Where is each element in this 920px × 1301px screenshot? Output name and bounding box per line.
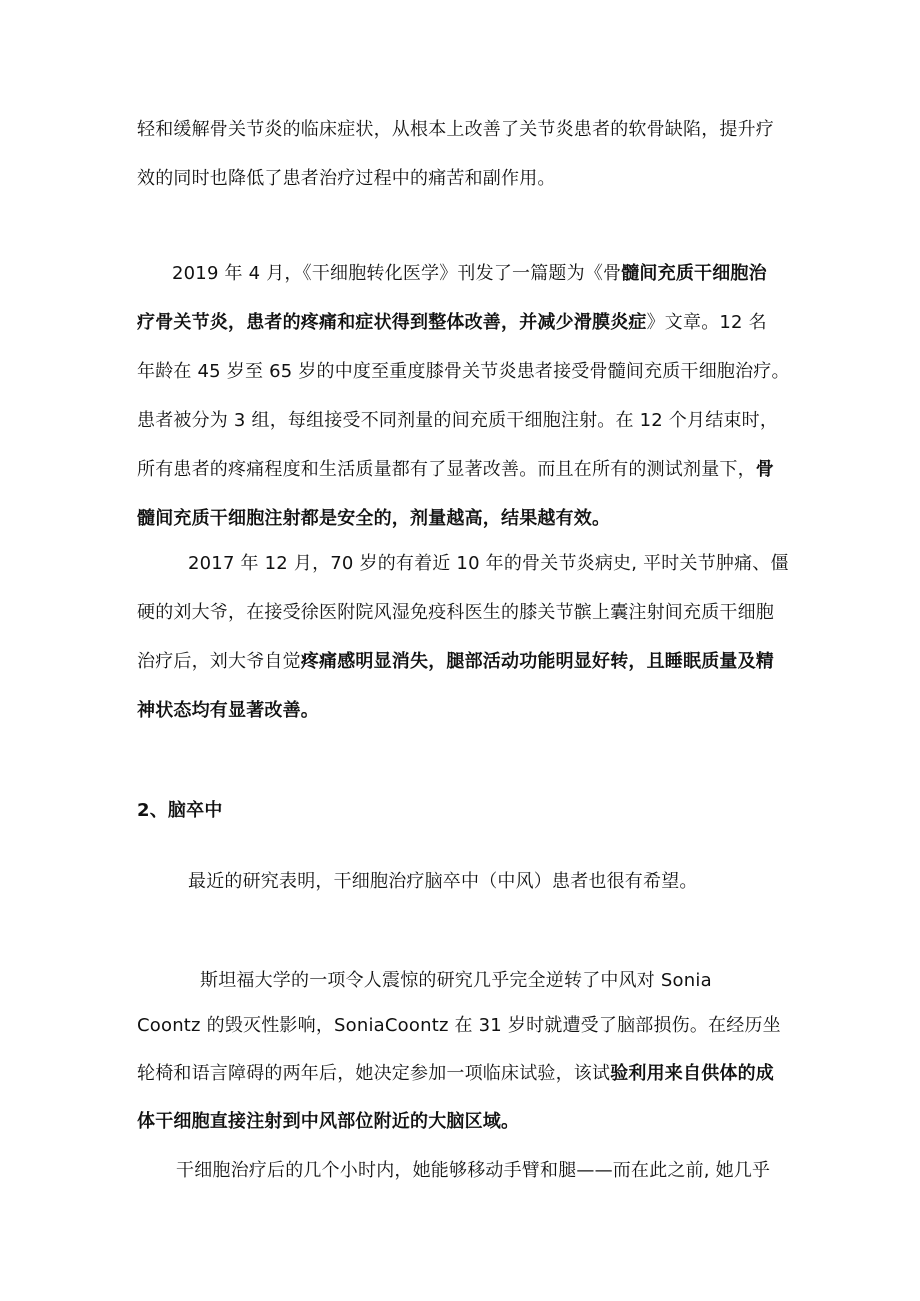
paragraph-2-bold-text: 骨 <box>755 459 774 480</box>
paragraph-5-line-4: 体干细胞直接注射到中风部位附近的大脑区域。 <box>137 1111 520 1132</box>
paragraph-2-line-1 <box>172 259 832 289</box>
paragraph-5-line-2: Coontz 的毁灭性影响，SoniaCoontz 在 31 岁时就遭受了脑部损伤。在经历坐 <box>137 1015 781 1036</box>
paragraph-2-line-5 <box>137 455 797 485</box>
paragraph-4-line-1: 最近的研究表明，干细胞治疗脑卒中（中风）患者也很有希望。 <box>188 871 698 892</box>
paragraph-2-bold-title: 疗骨关节炎，患者的疼痛和症状得到整体改善，并减少滑膜炎症 <box>137 312 647 333</box>
paragraph-3-line-4: 神状态均有显著改善。 <box>137 700 319 721</box>
paragraph-2-text: 2019 年 4 月，《干细胞转化医学》刊发了一篇题为《骨 <box>172 263 622 284</box>
paragraph-6-line-1: 干细胞治疗后的几个小时内，她能够移动手臂和腿——而在此之前, 她几乎 <box>176 1160 771 1181</box>
paragraph-2-line-2 <box>137 308 797 338</box>
paragraph-2-text: 》文章。12 名 <box>646 312 767 333</box>
paragraph-3-line-2: 硬的刘大爷，在接受徐医附院风湿免疫科医生的膝关节髌上囊注射间充质干细胞 <box>137 602 774 623</box>
paragraph-2-text: 所有患者的疼痛程度和生活质量都有了显著改善。而且在所有的测试剂量下， <box>137 459 756 480</box>
paragraph-5-line-3 <box>137 1059 797 1089</box>
paragraph-3-bold-text: 疼痛感明显消失，腿部活动功能明显好转，且睡眠质量及精 <box>300 651 775 672</box>
paragraph-2-bold-text: 髓间充质干细胞治 <box>621 263 767 284</box>
paragraph-2-line-4: 患者被分为 3 组，每组接受不同剂量的间充质干细胞注射。在 12 个月结束时， <box>137 410 779 431</box>
paragraph-5-bold-text: 验利用来自供体的成 <box>610 1063 775 1084</box>
paragraph-1-line-1: 轻和缓解骨关节炎的临床症状，从根本上改善了关节炎患者的软骨缺陷，提升疗 <box>137 119 774 140</box>
paragraph-2-line-3: 年龄在 45 岁至 65 岁的中度至重度膝骨关节炎患者接受骨髓间充质干细胞治疗。 <box>137 361 790 382</box>
paragraph-3-line-1: 2017 年 12 月，70 岁的有着近 10 年的骨关节炎病史, 平时关节肿痛、僵 <box>188 553 789 574</box>
paragraph-3-line-3 <box>137 647 797 677</box>
paragraph-5-line-1: 斯坦福大学的一项令人震惊的研究几乎完全逆转了中风对 Sonia <box>200 970 712 991</box>
paragraph-1-line-2: 效的同时也降低了患者治疗过程中的痛苦和副作用。 <box>137 168 556 189</box>
section-heading-stroke: 2、脑卒中 <box>137 800 223 821</box>
paragraph-3-text: 治疗后，刘大爷自觉 <box>137 651 301 672</box>
paragraph-5-text: 轮椅和语言障碍的两年后，她决定参加一项临床试验，该试 <box>137 1063 611 1084</box>
paragraph-2-line-6: 髓间充质干细胞注射都是安全的，剂量越高，结果越有效。 <box>137 508 611 529</box>
